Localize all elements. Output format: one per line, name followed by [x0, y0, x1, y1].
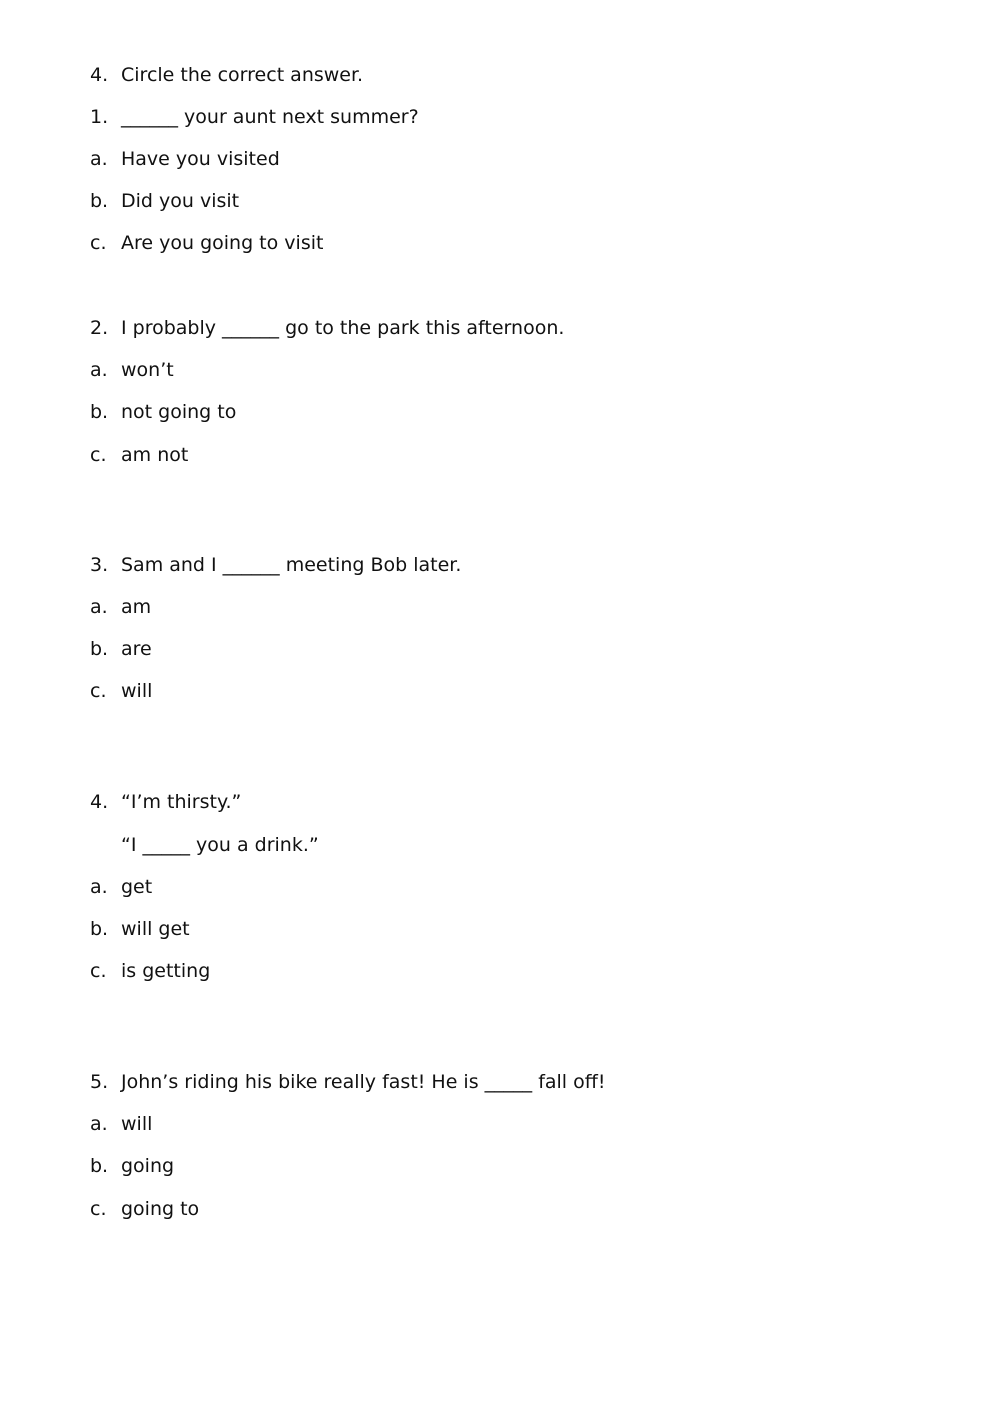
- question-2-option-b[interactable]: [90, 397, 236, 427]
- question-4-option-b[interactable]: [90, 914, 190, 944]
- question-number: 5.: [90, 1071, 109, 1093]
- question-4-option-a[interactable]: [90, 872, 152, 902]
- option-text: won’t: [121, 359, 174, 381]
- question-4-stem: [90, 787, 241, 817]
- option-letter: a.: [90, 596, 108, 618]
- question-5-stem: [90, 1067, 605, 1097]
- option-letter: c.: [90, 1198, 107, 1220]
- question-1-option-a[interactable]: [90, 144, 280, 174]
- option-letter: a.: [90, 148, 108, 170]
- question-4-stem-line-2: [121, 830, 319, 860]
- option-letter: a.: [90, 876, 108, 898]
- question-2-stem: [90, 313, 564, 343]
- option-text: Are you going to visit: [121, 232, 324, 254]
- question-text-continued: “I _____ you a drink.”: [121, 834, 319, 856]
- option-text: Did you visit: [121, 190, 240, 212]
- option-letter: b.: [90, 190, 109, 212]
- question-3-option-c[interactable]: [90, 676, 152, 706]
- question-number: 2.: [90, 317, 109, 339]
- instruction-text: Circle the correct answer.: [121, 64, 364, 86]
- question-1-option-c[interactable]: [90, 228, 323, 258]
- question-5-option-a[interactable]: [90, 1109, 152, 1139]
- question-3-option-a[interactable]: [90, 592, 151, 622]
- option-text: am: [121, 596, 152, 618]
- option-letter: c.: [90, 960, 107, 982]
- option-text: going to: [121, 1198, 200, 1220]
- option-letter: b.: [90, 638, 109, 660]
- option-text: not going to: [121, 401, 237, 423]
- option-letter: c.: [90, 444, 107, 466]
- option-letter: a.: [90, 359, 108, 381]
- instruction-line: [90, 60, 363, 90]
- question-5-option-b[interactable]: [90, 1151, 174, 1181]
- option-letter: b.: [90, 401, 109, 423]
- question-number: 4.: [90, 791, 109, 813]
- option-text: are: [121, 638, 152, 660]
- question-5-option-c[interactable]: [90, 1194, 199, 1224]
- option-text: am not: [121, 444, 189, 466]
- question-text: “I’m thirsty.”: [121, 791, 242, 813]
- option-text: will: [121, 680, 153, 702]
- question-2-option-a[interactable]: [90, 355, 174, 385]
- option-letter: c.: [90, 680, 107, 702]
- option-text: going: [121, 1155, 175, 1177]
- option-letter: b.: [90, 918, 109, 940]
- question-text: ______ your aunt next summer?: [121, 106, 419, 128]
- question-1-stem: [90, 102, 419, 132]
- question-text: John’s riding his bike really fast! He is _____ fall off!: [121, 1071, 606, 1093]
- option-letter: c.: [90, 232, 107, 254]
- option-letter: b.: [90, 1155, 109, 1177]
- question-4-option-c[interactable]: [90, 956, 210, 986]
- question-number: 3.: [90, 554, 109, 576]
- question-number: 1.: [90, 106, 109, 128]
- option-letter: a.: [90, 1113, 108, 1135]
- question-2-option-c[interactable]: [90, 440, 188, 470]
- option-text: is getting: [121, 960, 211, 982]
- option-text: will get: [121, 918, 190, 940]
- question-text: Sam and I ______ meeting Bob later.: [121, 554, 462, 576]
- question-3-stem: [90, 550, 461, 580]
- question-3-option-b[interactable]: [90, 634, 152, 664]
- question-text: I probably ______ go to the park this afternoon.: [121, 317, 565, 339]
- option-text: get: [121, 876, 153, 898]
- option-text: Have you visited: [121, 148, 280, 170]
- question-1-option-b[interactable]: [90, 186, 239, 216]
- option-text: will: [121, 1113, 153, 1135]
- instruction-number: 4.: [90, 64, 109, 86]
